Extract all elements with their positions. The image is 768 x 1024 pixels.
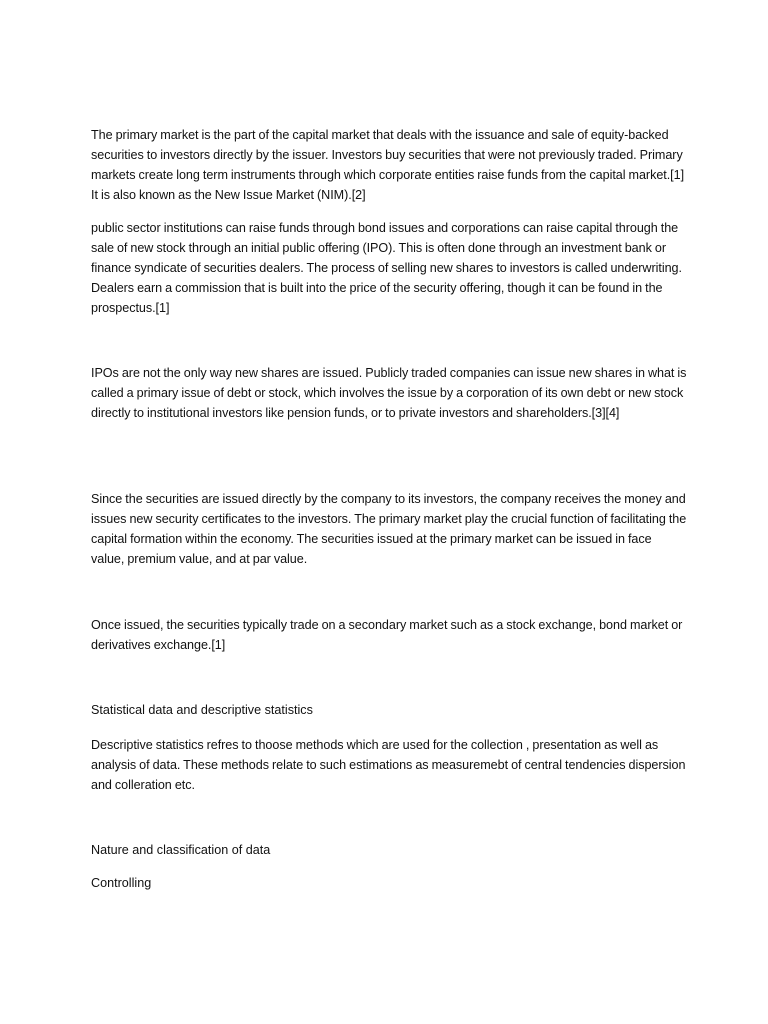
paragraph-primary-market-definition: The primary market is the part of the capital market that deals with the issuance and sale of equity-backed securities to investors directly by the issuer. Investors buy securities that were not previously traded. Primary markets create long term instruments through which corporate entities raise funds from the capital market.[1] It is also known as the New Issue Market (NIM).[2] <box>91 128 685 202</box>
heading-nature-classification: Nature and classification of data <box>91 843 271 857</box>
paragraph-securities-issued: Since the securities are issued directly by the company to its investors, the company receives the money and issues new security certificates to the investors. The primary market play the crucial function of facilitating the capital formation within the economy. The securities issued at the primary market can be issued in face value, premium value, and at par value. <box>91 492 687 566</box>
heading-controlling: Controlling <box>91 876 152 890</box>
paragraph-secondary-market: Once issued, the securities typically trade on a secondary market such as a stock exchange, bond market or derivatives exchange.[1] <box>91 618 683 652</box>
heading-statistical-data: Statistical data and descriptive statistics <box>91 703 313 717</box>
paragraph-ipos: IPOs are not the only way new shares are issued. Publicly traded companies can issue new shares in what is called a primary issue of debt or stock, which involves the issue by a corporation of its own debt or new stock directly to institutional investors like pension funds, or to private investors and shareholders.[3][4] <box>91 366 687 420</box>
paragraph-public-sector-funding: public sector institutions can raise funds through bond issues and corporations can raise capital through the sale of new stock through an initial public offering (IPO). This is often done through an investment bank or finance syndicate of securities dealers. The process of selling new shares to investors is called underwriting. Dealers earn a commission that is built into the price of the security offering, though it can be found in the prospectus.[1] <box>91 221 682 315</box>
paragraph-descriptive-statistics: Descriptive statistics refres to thoose methods which are used for the collection , presentation as well as analysis of data. These methods relate to such estimations as measuremebt of central tendencies dispersion and colleration etc. <box>91 738 686 792</box>
